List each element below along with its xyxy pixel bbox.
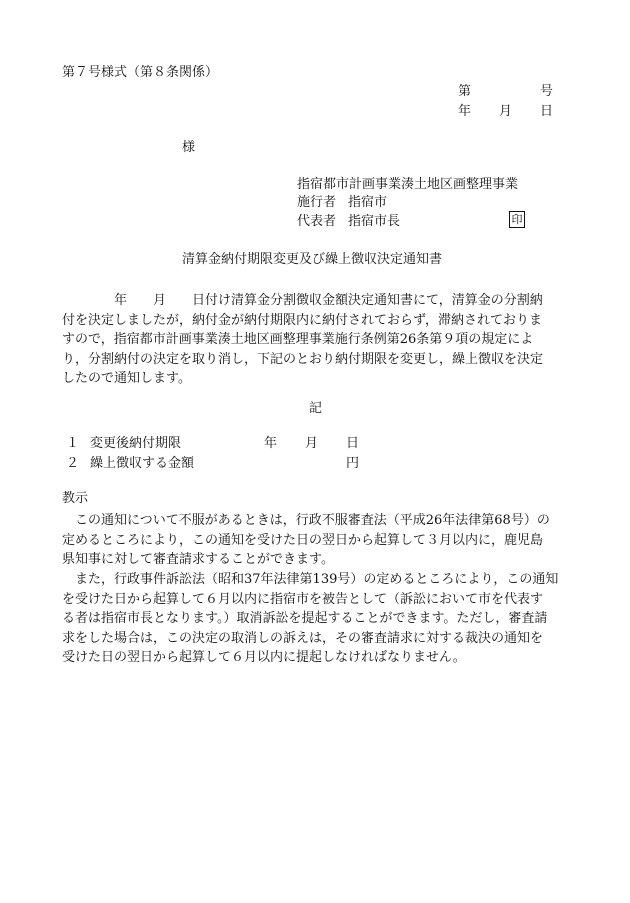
issue-date-day: 日: [540, 104, 554, 119]
amount-yen-unit: 円: [346, 456, 360, 471]
issuer-project-name: 指宿都市計画事業湊土地区画整理事業: [297, 177, 519, 192]
instruction-line: 受けた日の翌日から起算して６月以内に提起しなければなりません。: [62, 650, 466, 665]
issue-date-month: 月: [499, 104, 513, 119]
body-line: り，分割納付の決定を取り消し，下記のとおり納付期限を変更し，繰上徴収を決定: [62, 351, 544, 367]
notice-body: [62, 291, 568, 389]
instruction-paragraph-lawsuit: [62, 570, 572, 668]
issuer-role-label: 施行者: [297, 195, 337, 210]
seal-stamp: 印: [509, 211, 525, 228]
body-line: 年 月 日付け清算金分割徴収金額決定通知書にて，清算金の分割納: [62, 293, 543, 308]
deadline-day: 日: [346, 436, 360, 451]
item-number: ２: [66, 456, 80, 471]
instruction-paragraph-appeal: [62, 511, 572, 570]
document-number-prefix: 第: [458, 84, 472, 99]
item-label-amount: 繰上徴収する金額: [90, 456, 195, 471]
instruction-line: る者は指宿市長となります。）取消訴訟を提起することができます。ただし，審査請: [62, 611, 548, 626]
document-title: 清算金納付期限変更及び繰上徴収決定通知書: [182, 252, 443, 267]
representative-value: 指宿市長: [348, 214, 401, 229]
body-line: すので，指宿都市計画事業湊土地区画整理事業施行条例第26条第９項の規定によ: [62, 332, 534, 347]
instruction-line: 定めるところにより，この通知を受けた日の翌日から起算して３月以内に，鹿児島: [62, 532, 544, 548]
item-label-new-deadline: 変更後納付期限: [90, 436, 182, 451]
instruction-line: また，行政事件訴訟法（昭和37年法律第139号）の定めるところにより，この通知: [62, 572, 559, 587]
instruction-line: を受けた日から起算して６月以内に指宿市を被告として（訴訟において市を代表す: [62, 591, 544, 607]
ki-heading: 記: [309, 401, 323, 416]
body-line: したので通知します。: [62, 371, 191, 386]
form-number-label: 第７号様式（第８条関係）: [62, 65, 219, 80]
issue-date-year: 年: [458, 104, 472, 119]
deadline-month: 月: [305, 436, 319, 451]
representative-label: 代表者: [297, 214, 337, 229]
addressee-honorific: 様: [182, 140, 196, 155]
deadline-year: 年: [264, 436, 278, 451]
instruction-heading: 教示: [62, 491, 89, 506]
instruction-line: 求をした場合は，この決定の取消しの訴えは，その審査請求に対する裁決の通知を: [62, 630, 544, 646]
body-line: 付を決定しましたが，納付金が納付期限内に納付されておらず，滞納されておりま: [62, 312, 542, 328]
instruction-line: この通知について不服があるときは，行政不服審査法（平成26年法律第68号）の: [62, 513, 550, 528]
item-number: １: [66, 436, 80, 451]
document-number-suffix: 号: [540, 84, 554, 99]
instruction-line: 県知事に対して審査請求することができます。: [62, 552, 334, 567]
issuer-role-value: 指宿市: [348, 195, 388, 210]
